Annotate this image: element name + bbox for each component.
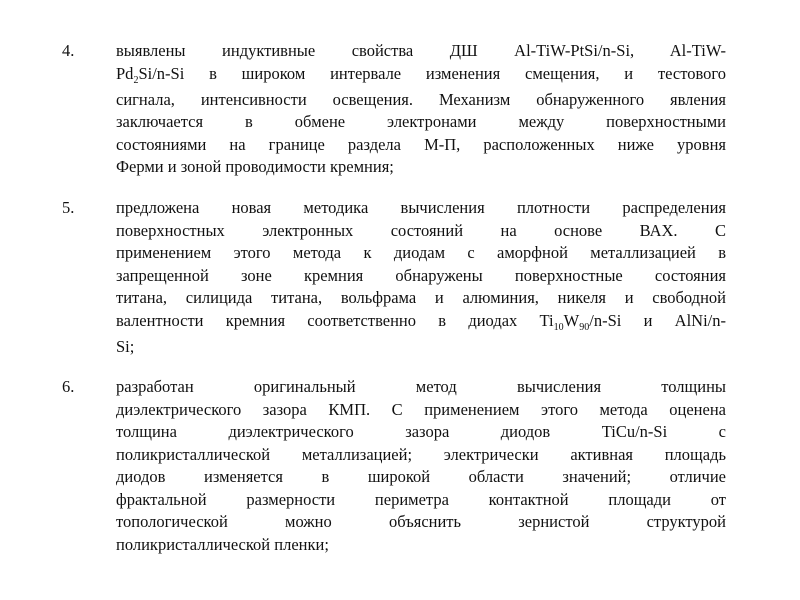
list-item-number: 6.	[62, 377, 75, 396]
text-line: поликристаллической металлизацией; электрически активная площадь	[116, 444, 726, 464]
text-line: титана, силицида титана, вольфрама и алюминия, никеля и свободной	[116, 288, 726, 307]
list-item-text	[116, 40, 726, 179]
text-line: запрещенной зоне кремния обнаружены поверхностные состояния	[116, 265, 726, 285]
text-line: заключается в обмене электронами между поверхностными	[116, 112, 726, 131]
text-line: диодов изменяется в широкой области значений; отличие	[116, 467, 726, 486]
list-item-text	[116, 376, 726, 556]
text-line: поликристаллической пленки;	[116, 534, 329, 554]
text-line: Si;	[116, 336, 135, 356]
text-line: $Pd_2Si/n-Si$ в широком интервале изменения смещения, и тестового	[116, 63, 726, 86]
text-line: топологической можно объяснить зернистой структурой	[116, 512, 726, 531]
text-line: сигнала, интенсивности освещения. Механизм обнаруженного явления	[116, 89, 726, 109]
text-line: состояниями на границе раздела М-П, расположенных ниже уровня	[116, 134, 726, 154]
text-line: предложена новая методика вычисления плотности распределения	[116, 198, 726, 217]
text-line: применением этого метода к диодам с аморфной металлизацией в	[116, 243, 726, 262]
text-line: разработан оригинальный метод вычисления толщины	[116, 377, 726, 396]
text-line: фрактальной размерности периметра контактной площади от	[116, 489, 726, 509]
text-line: поверхностных электронных состояний на основе ВАХ. С	[116, 220, 726, 240]
list-item-number: 5.	[62, 198, 75, 217]
text-line: валентности кремния соответственно в диодах $Ti_{10}W_{90}/n-Si$ и AlNi/n-	[116, 310, 727, 333]
list-item-text	[116, 197, 726, 358]
text-line: выявлены индуктивные свойства ДШ Al-TiW-PtSi/n-Si, Al-TiW-	[116, 41, 726, 60]
text-line: толщина диэлектрического зазора диодов TiCu/n-Si с	[116, 422, 726, 441]
text-line: диэлектрического зазора КМП. С применением этого метода оценена	[116, 399, 726, 419]
text-line: Ферми и зоной проводимости кремния;	[116, 157, 394, 176]
list-item-number: 4.	[62, 41, 75, 60]
